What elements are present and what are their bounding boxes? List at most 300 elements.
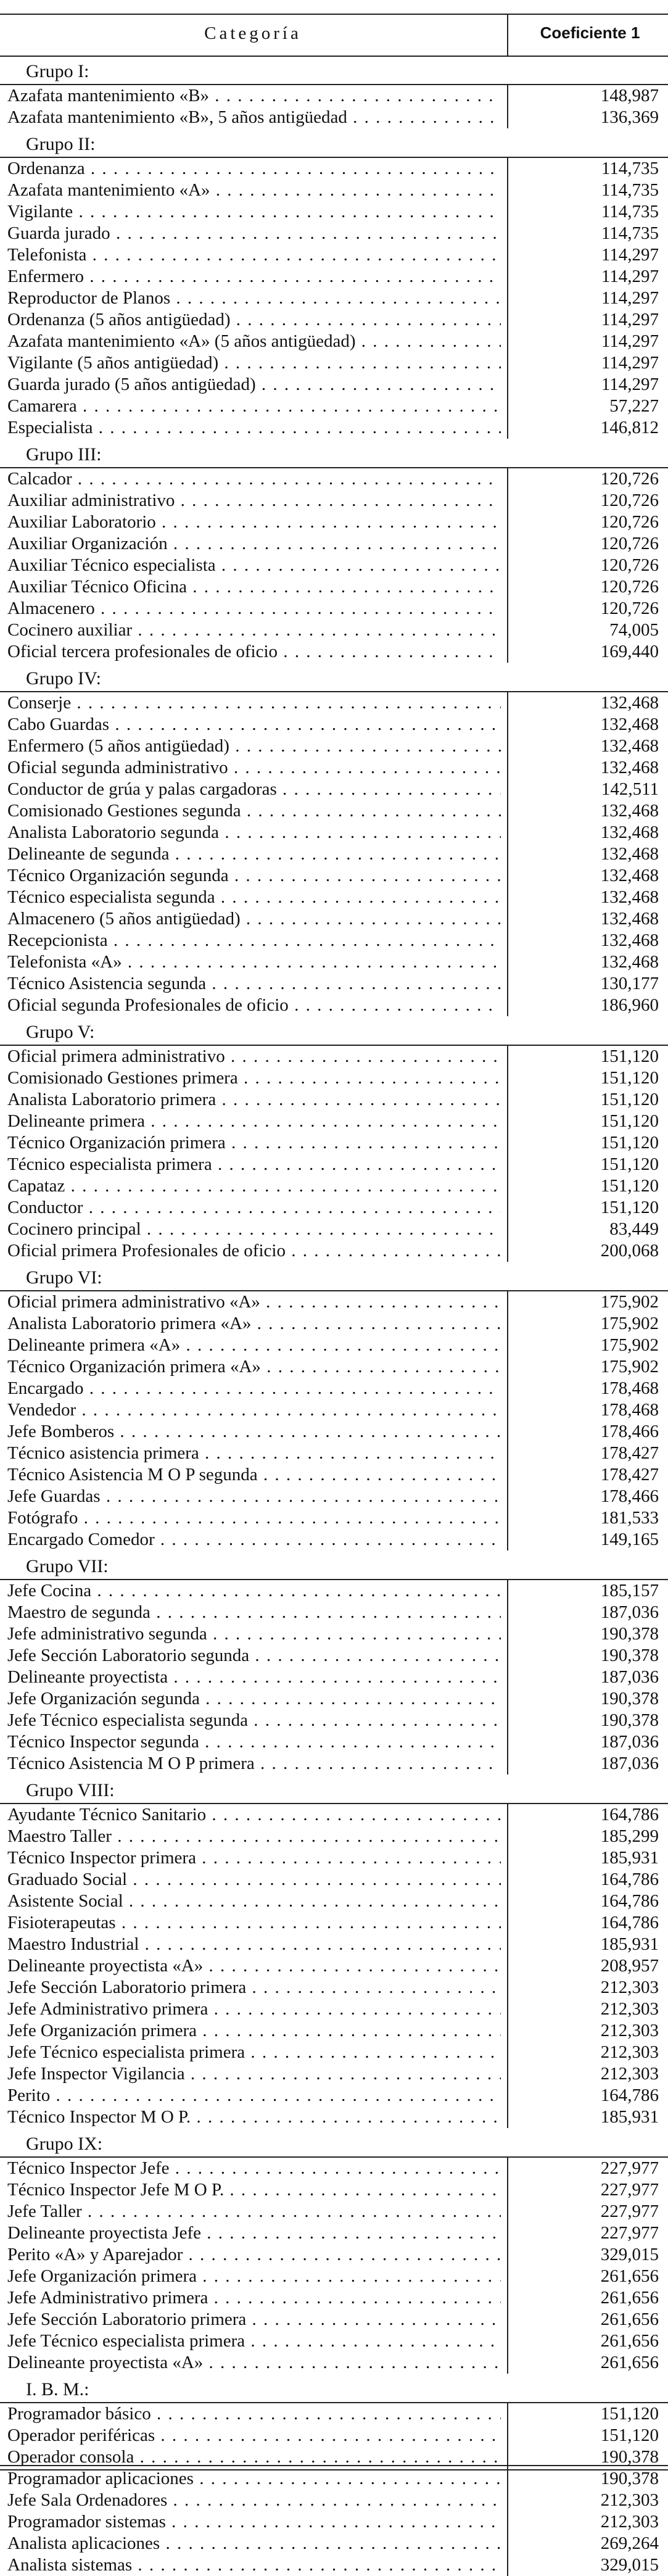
category-label: Técnico Asistencia segunda . . . [7,973,501,995]
coefficient-value: 175,902 [600,1357,659,1377]
coefficient-value: 178,466 [600,1422,659,1441]
coefficient-value: 261,656 [600,2331,659,2351]
table-row [0,1291,668,1313]
coefficient-value: 227,977 [600,2180,659,2200]
category-label: Jefe Organización primera . . . [7,2266,501,2287]
category-label: Técnico Asistencia M O P primera . . . [7,1753,501,1775]
coefficient-value: 261,656 [600,2353,659,2372]
coefficient-value: 132,468 [600,693,659,713]
coefficient-value: 132,468 [600,909,659,929]
coefficient-value: 178,468 [600,1400,659,1420]
table-row [0,2490,668,2511]
table-row [0,1623,668,1645]
table-row [0,1089,668,1111]
category-label: Jefe Inspector Vigilancia . . . [7,2063,501,2085]
table-row [0,490,668,511]
table-row [0,1955,668,1977]
coefficient-value: 132,468 [600,866,659,885]
coefficient-value: 178,468 [600,1378,659,1398]
coefficient-value: 181,533 [600,1508,659,1528]
coefficient-value: 164,786 [600,1891,659,1911]
coefficient-value: 132,468 [600,822,659,842]
category-label: Delineante primera «A» . . . [7,1335,501,1356]
table-row [0,619,668,641]
category-label: Maestro Taller . . . [7,1826,501,1847]
coefficient-column-header: Coeficiente 1 [540,23,640,42]
category-label: Programador básico . . . [7,2403,501,2425]
coefficient-value: 164,786 [600,1870,659,1889]
coefficient-value: 151,120 [600,1176,659,1196]
table-row [0,533,668,555]
category-label: Ayudante Técnico Sanitario . . . [7,1804,501,1826]
category-label: Jefe Administrativo primera . . . [7,1998,501,2020]
category-label: Técnico especialista primera . . . [7,1154,501,1175]
coefficient-value: 114,735 [601,180,659,200]
group-title: Grupo VIII: [26,1780,115,1800]
group-title: Grupo VI: [26,1267,102,1288]
coefficient-value: 151,120 [600,1198,659,1217]
category-label: Delineante de segunda . . . [7,843,501,865]
category-label: Conductor de grúa y palas cargadoras . . . [7,779,501,800]
table-row [0,1977,668,1998]
category-label: Analista aplicaciones . . . [7,2533,501,2554]
table-row [0,1486,668,1507]
category-group [0,2377,668,2576]
table-row [0,1154,668,1175]
category-label: Almacenero . . . [7,598,501,619]
table-row [0,692,668,714]
table-row [0,374,668,396]
coefficient-value: 114,735 [601,159,659,178]
table-row [0,1046,668,1067]
table-row [0,735,668,757]
category-label: Ordenanza (5 años antigüedad) . . . [7,309,501,331]
table-row [0,2179,668,2201]
group-rows [0,467,668,663]
coefficient-value: 148,987 [600,86,659,106]
coefficient-value: 114,297 [601,375,659,394]
coefficient-value: 114,297 [601,310,659,329]
category-label: Analista Laboratorio primera «A» . . . [7,1313,501,1335]
group-rows [0,84,668,128]
table-row [0,417,668,439]
category-group [0,132,668,439]
category-label: Graduado Social . . . [7,1869,501,1891]
coefficient-value: 185,931 [600,1848,659,1868]
coefficient-value: 114,297 [601,331,659,351]
category-label: Azafata mantenimiento «A» (5 años antigüedad) . . . [7,331,501,352]
table-row [0,511,668,533]
table-row [0,1912,668,1934]
table-row [0,1934,668,1955]
table-row [0,158,668,180]
category-label: Perito . . . [7,2085,501,2106]
group-title: Grupo V: [26,1022,95,1042]
category-label: Técnico Organización primera «A» . . . [7,1356,501,1378]
table-row [0,2554,668,2576]
coefficient-value: 120,726 [600,598,659,618]
category-group [0,2132,668,2374]
coefficient-value: 190,378 [600,2469,659,2488]
table-row [0,822,668,843]
category-label: Reproductor de Planos . . . [7,288,501,309]
category-group [0,442,668,663]
coefficient-value: 175,902 [600,1314,659,1333]
table-row [0,1847,668,1869]
table-row [0,555,668,576]
coefficient-value: 132,468 [600,758,659,777]
category-label: Cocinero principal . . . [7,1219,501,1240]
coefficient-value: 185,931 [600,1934,659,1954]
coefficient-value: 185,157 [600,1581,659,1601]
category-label: Almacenero (5 años antigüedad) . . . [7,908,501,930]
coefficient-value: 114,735 [601,223,659,243]
group-rows [0,2402,668,2576]
table-row [0,2106,668,2128]
coefficient-value: 57,227 [609,396,659,416]
category-label: Azafata mantenimiento «B» . . . [7,85,501,107]
table-row [0,468,668,490]
table-row [0,598,668,619]
table-row [0,1111,668,1132]
category-label: Jefe Bomberos . . . [7,1421,501,1443]
category-label: Fisioterapeutas . . . [7,1912,501,1934]
coefficient-value: 151,120 [600,1154,659,1174]
table-row [0,1378,668,1399]
coefficient-value: 187,036 [600,1732,659,1752]
category-label: Jefe Organización segunda . . . [7,1688,501,1710]
coefficient-value: 83,449 [609,1219,659,1239]
table-row [0,2222,668,2244]
group-rows [0,1290,668,1551]
group-title: Grupo IV: [26,668,101,689]
table-row [0,1602,668,1623]
table-row [0,779,668,800]
category-label: Auxiliar administrativo . . . [7,490,501,511]
table-row [0,2287,668,2309]
table-row [0,1335,668,1356]
category-label: Técnico Asistencia M O P segunda . . . [7,1464,501,1486]
category-label: Jefe Técnico especialista primera . . . [7,2330,501,2352]
coefficient-value: 151,120 [600,1068,659,1088]
category-label: Vigilante (5 años antigüedad) . . . [7,352,501,374]
coefficient-value: 132,468 [600,714,659,734]
category-label: Encargado . . . [7,1378,501,1399]
coefficient-value: 227,977 [600,2201,659,2221]
coefficient-value: 212,303 [600,2042,659,2062]
coefficient-value: 190,378 [600,1624,659,1644]
category-label: Maestro Industrial . . . [7,1934,501,1955]
coefficient-value: 151,120 [600,1111,659,1131]
coefficient-value: 120,726 [600,512,659,532]
table-row [0,2042,668,2063]
group-rows [0,1803,668,2128]
category-label: Operador consola . . . [7,2446,501,2468]
coefficient-value: 132,468 [600,801,659,821]
table-row [0,1869,668,1891]
table-row [0,1998,668,2020]
category-label: Calcador . . . [7,468,501,490]
category-label: Azafata mantenimiento «A» . . . [7,180,501,201]
coefficient-value: 120,726 [600,555,659,575]
table-row [0,180,668,201]
coefficient-value: 120,726 [600,534,659,553]
group-rows [0,1045,668,1262]
category-label: Comisionado Gestiones segunda . . . [7,800,501,822]
coefficient-value: 175,902 [600,1335,659,1355]
coefficient-value: 269,264 [600,2533,659,2553]
table-row [0,1356,668,1378]
coefficient-value: 169,440 [600,642,659,661]
coefficient-value: 178,427 [600,1443,659,1463]
category-label: Auxiliar Técnico Oficina . . . [7,576,501,598]
table-row [0,85,668,107]
coefficient-value: 151,120 [600,1133,659,1153]
table-row [0,714,668,735]
coefficient-value: 178,427 [600,1465,659,1485]
category-label: Jefe Administrativo primera . . . [7,2287,501,2309]
table-row [0,973,668,995]
table-row [0,1529,668,1551]
table-row [0,2063,668,2085]
category-label: Delineante proyectista Jefe . . . [7,2222,501,2244]
coefficient-value: 187,036 [600,1667,659,1687]
table-row [0,1197,668,1219]
table-row [0,2403,668,2425]
category-label: Conductor . . . [7,1197,501,1219]
category-label: Perito «A» y Aparejador . . . [7,2244,501,2266]
table-row [0,1826,668,1847]
coefficient-value: 178,466 [600,1486,659,1506]
coefficient-value: 261,656 [600,2288,659,2308]
table-row [0,641,668,663]
table-row [0,1132,668,1154]
coefficient-value: 212,303 [600,2490,659,2510]
table-row [0,843,668,865]
coefficient-value: 120,726 [600,491,659,510]
table-row [0,1443,668,1464]
category-label: Auxiliar Organización . . . [7,533,501,555]
table-row [0,1399,668,1421]
coefficient-value: 261,656 [600,2266,659,2286]
category-group [0,666,668,1016]
coefficient-value: 114,735 [601,202,659,222]
category-label: Comisionado Gestiones primera . . . [7,1067,501,1089]
coefficient-value: 146,812 [600,418,659,437]
category-label: Ordenanza . . . [7,158,501,180]
coefficient-value: 212,303 [600,2512,659,2532]
coefficient-value: 136,369 [600,107,659,127]
category-label: Técnico Inspector Jefe . . . [7,2158,501,2179]
table-row [0,995,668,1016]
table-row [0,1421,668,1443]
table-row [0,1067,668,1089]
coefficient-value: 151,120 [600,2425,659,2445]
category-label: Jefe Guardas . . . [7,1486,501,1507]
coefficient-value: 187,036 [600,1602,659,1622]
category-label: Técnico Organización segunda . . . [7,865,501,887]
coefficient-value: 151,120 [600,2404,659,2424]
group-rows [0,1579,668,1775]
group-title: Grupo IX: [26,2134,103,2154]
category-label: Técnico especialista segunda . . . [7,887,501,908]
group-title: Grupo VII: [26,1556,109,1576]
category-label: Capataz . . . [7,1175,501,1197]
coefficient-value: 185,299 [600,1826,659,1846]
coefficient-value: 114,297 [601,267,659,286]
coefficient-value: 142,511 [601,779,659,799]
table-row [0,288,668,309]
table-row [0,107,668,128]
category-group [0,1265,668,1551]
coefficient-value: 190,378 [600,1646,659,1665]
table-row [0,1710,668,1731]
category-label: Delineante proyectista . . . [7,1667,501,1688]
category-group [0,1778,668,2128]
category-label: Telefonista . . . [7,244,501,266]
coefficient-value: 227,977 [600,2223,659,2243]
coefficient-value: 208,957 [600,1956,659,1976]
coefficient-value: 114,297 [601,288,659,308]
coefficient-value: 175,902 [600,1292,659,1312]
category-label: Oficial primera Profesionales de oficio . . . [7,1240,501,1262]
coefficient-value: 164,786 [600,1913,659,1932]
coefficient-value: 329,015 [600,2555,659,2575]
category-label: Jefe Técnico especialista primera . . . [7,2042,501,2063]
table-row [0,331,668,352]
coefficient-value: 212,303 [600,1978,659,1997]
category-label: Conserje . . . [7,692,501,714]
table-row [0,1175,668,1197]
coefficient-value: 132,468 [600,952,659,972]
table-header [0,14,668,57]
category-label: Enfermero . . . [7,266,501,288]
table-row [0,1240,668,1262]
table-row [0,1219,668,1240]
table-row [0,1507,668,1529]
table-row [0,1667,668,1688]
coefficient-value: 130,177 [600,974,659,993]
coefficient-value: 200,068 [600,1241,659,1261]
category-label: Oficial tercera profesionales de oficio . . . [7,641,501,663]
table-row [0,576,668,598]
coefficient-value: 164,786 [600,1805,659,1824]
group-title: I. B. M.: [26,2379,89,2400]
group-title: Grupo II: [26,134,96,154]
table-row [0,2266,668,2287]
category-label: Especialista . . . [7,417,501,439]
category-label: Asistente Social . . . [7,1891,501,1912]
category-label: Delineante proyectista «A» . . . [7,1955,501,1977]
category-label: Vigilante . . . [7,201,501,223]
category-label: Jefe Sala Ordenadores . . . [7,2490,501,2511]
coefficient-value: 227,977 [600,2158,659,2178]
category-label: Guarda jurado (5 años antigüedad) . . . [7,374,501,396]
coefficient-value: 149,165 [600,1530,659,1549]
table-row [0,2201,668,2222]
category-group [0,1020,668,1262]
table-row [0,951,668,973]
table-footer-rule [0,2465,668,2470]
category-label: Analista Laboratorio segunda . . . [7,822,501,843]
coefficient-value: 132,468 [600,887,659,907]
coefficient-value: 120,726 [600,469,659,489]
table-row [0,930,668,951]
category-label: Auxiliar Laboratorio . . . [7,511,501,533]
category-label: Jefe Sección Laboratorio primera . . . [7,1977,501,1998]
table-row [0,266,668,288]
category-label: Jefe Organización primera . . . [7,2020,501,2042]
category-label: Cabo Guardas . . . [7,714,501,735]
category-column-header: Categoría [204,23,302,43]
table-row [0,1313,668,1335]
category-label: Técnico asistencia primera . . . [7,1443,501,1464]
category-label: Analista sistemas . . . [7,2554,501,2576]
category-label: Azafata mantenimiento «B», 5 años antigüedad . . . [7,107,501,128]
category-label: Jefe administrativo segunda . . . [7,1623,501,1645]
table-row [0,223,668,244]
coefficient-value: 132,468 [600,930,659,950]
table-row [0,1731,668,1753]
table-row [0,1464,668,1486]
category-label: Jefe Sección Laboratorio segunda . . . [7,1645,501,1667]
category-label: Técnico Inspector M O P. . . . [7,2106,501,2128]
coefficient-value: 212,303 [600,2021,659,2040]
group-rows [0,691,668,1016]
table-row [0,2085,668,2106]
category-label: Analista Laboratorio primera . . . [7,1089,501,1111]
table-row [0,2309,668,2330]
category-label: Jefe Cocina . . . [7,1580,501,1602]
coefficient-value: 164,786 [600,2085,659,2105]
table-row [0,2425,668,2446]
category-label: Recepcionista . . . [7,930,501,951]
category-label: Delineante primera . . . [7,1111,501,1132]
category-label: Telefonista «A» . . . [7,951,501,973]
category-label: Operador periféricas . . . [7,2425,501,2446]
category-label: Encargado Comedor . . . [7,1529,501,1551]
table-row [0,2511,668,2533]
category-label: Técnico Inspector segunda . . . [7,1731,501,1753]
coefficient-value: 186,960 [600,995,659,1015]
table-row [0,757,668,779]
table-row [0,2158,668,2179]
category-group [0,1554,668,1775]
category-label: Vendedor . . . [7,1399,501,1421]
category-label: Guarda jurado . . . [7,223,501,244]
category-label: Jefe Taller . . . [7,2201,501,2222]
coefficient-value: 151,120 [600,1046,659,1066]
table-row [0,908,668,930]
table-row [0,2020,668,2042]
coefficient-value: 151,120 [600,1090,659,1109]
table-row [0,2244,668,2266]
category-label: Técnico Inspector Jefe M O P. . . . [7,2179,501,2201]
table-row [0,1580,668,1602]
table-row [0,1645,668,1667]
category-label: Oficial primera administrativo «A» . . . [7,1291,501,1313]
table-row [0,800,668,822]
table-row [0,2468,668,2490]
coefficient-value: 190,378 [600,1710,659,1730]
category-label: Jefe Sección Laboratorio primera . . . [7,2309,501,2330]
table-row [0,865,668,887]
column-divider [507,15,508,56]
table-row [0,309,668,331]
category-label: Oficial segunda Profesionales de oficio . . . [7,995,501,1016]
table-row [0,1688,668,1710]
category-label: Auxiliar Técnico especialista . . . [7,555,501,576]
